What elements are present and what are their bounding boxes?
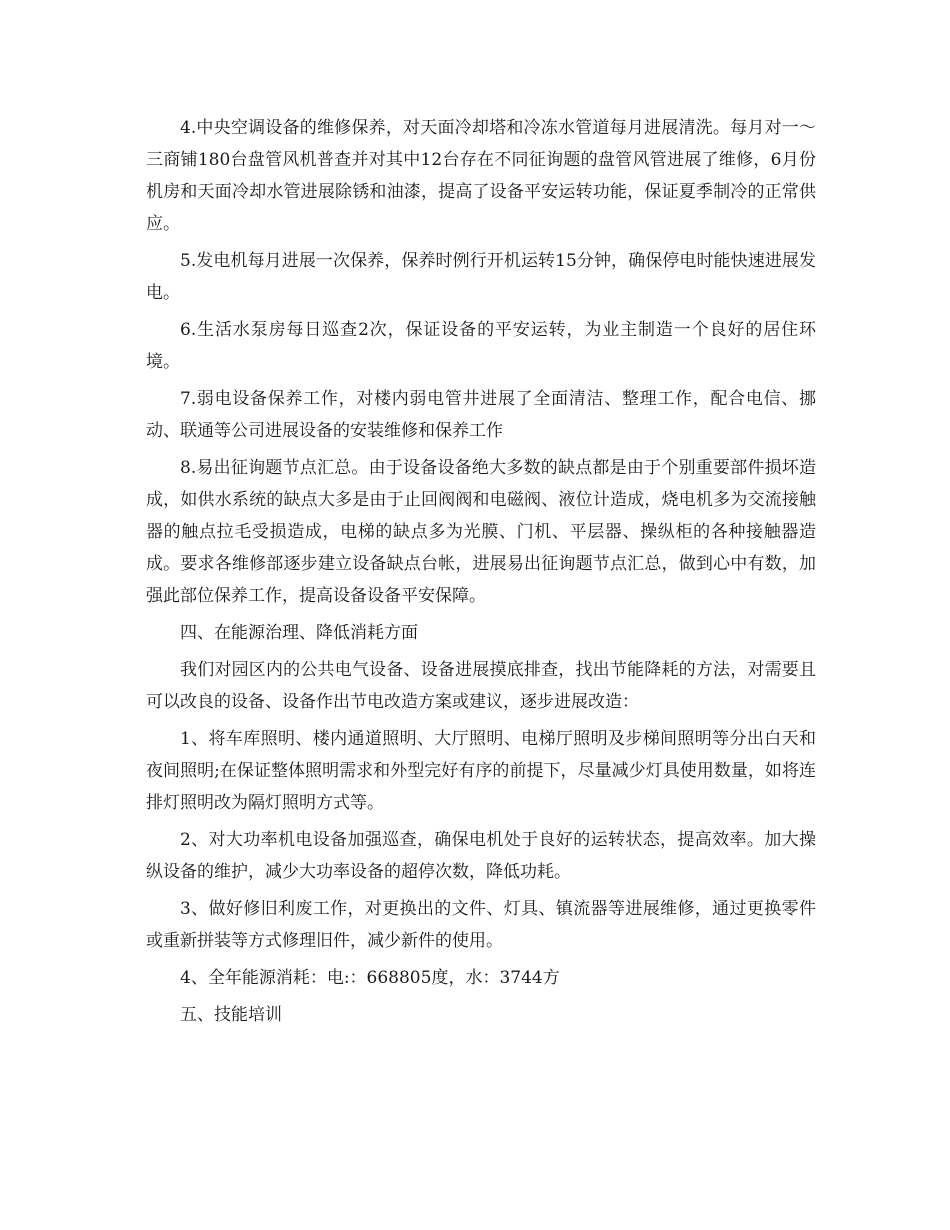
section-heading-energy: 四、在能源治理、降低消耗方面 [180,623,418,643]
paragraph-weak-current: 7.弱电设备保养工作，对楼内弱电管井进展了全面清洁、整理工作，配合电信、挪动、联通等公司进展设备的安装维修和保养工作 [146,389,816,441]
section-heading-training: 五、技能培训 [180,1005,282,1025]
paragraph-water-pump-room: 6.生活水泵房每日巡查2次，保证设备的平安运转，为业主制造一个良好的居住环境。 [146,320,816,372]
paragraph-annual-consumption: 4、全年能源消耗：电:：668805度，水：3744方 [180,968,560,988]
paragraph-fault-summary: 8.易出征询题节点汇总。由于设备设备绝大多数的缺点都是由于个别重要部件损坏造成，如供水系统的缺点大多是由于止回阀阀和电磁阀、液位计造成，烧电机多为交流接触器的触点拉毛受损造成，电梯的缺点多为光膜、门机、平层器、操纵柜的各种接触器造成。要求各维修部逐步建立设备缺点台帐，进展易出征询题节点汇总，做到心中有数，加强此部位保养工作，提高设备设备平安保障。 [146,458,816,606]
paragraph-generator-maintenance: 5.发电机每月进展一次保养，保养时例行开机运转15分钟，确保停电时能快速进展发电。 [146,251,816,303]
paragraph-hvac-maintenance: 4.中央空调设备的维修保养，对天面冷却塔和冷冻水管道每月进展清洗。每月对一～三商铺180台盘管风机普查并对其中12台存在不同征询题的盘管风管进展了维修，6月份机房和天面冷却水管进展除锈和油漆，提高了设备平安运转功能，保证夏季制冷的正常供应。 [146,118,816,234]
paragraph-energy-intro: 我们对园区内的公共电气设备、设备进展摸底排查，找出节能降耗的方法，对需要且可以改良的设备、设备作出节电改造方案或建议，逐步进展改造： [146,660,816,712]
paragraph-lighting: 1、将车库照明、楼内通道照明、大厅照明、电梯厅照明及步梯间照明等分出白天和夜间照明;在保证整体照明需求和外型完好有序的前提下，尽量减少灯具使用数量，如将连排灯照明改为隔灯照明方式等。 [146,729,816,813]
paragraph-repair-reuse: 3、做好修旧利废工作，对更换出的文件、灯具、镇流器等进展维修，通过更换零件或重新拼装等方式修理旧件，减少新件的使用。 [146,899,816,951]
paragraph-high-power-equipment: 2、对大功率机电设备加强巡查，确保电机处于良好的运转状态，提高效率。加大操纵设备的维护，减少大功率设备的超停次数，降低功耗。 [146,830,816,882]
document-body [146,112,816,1036]
